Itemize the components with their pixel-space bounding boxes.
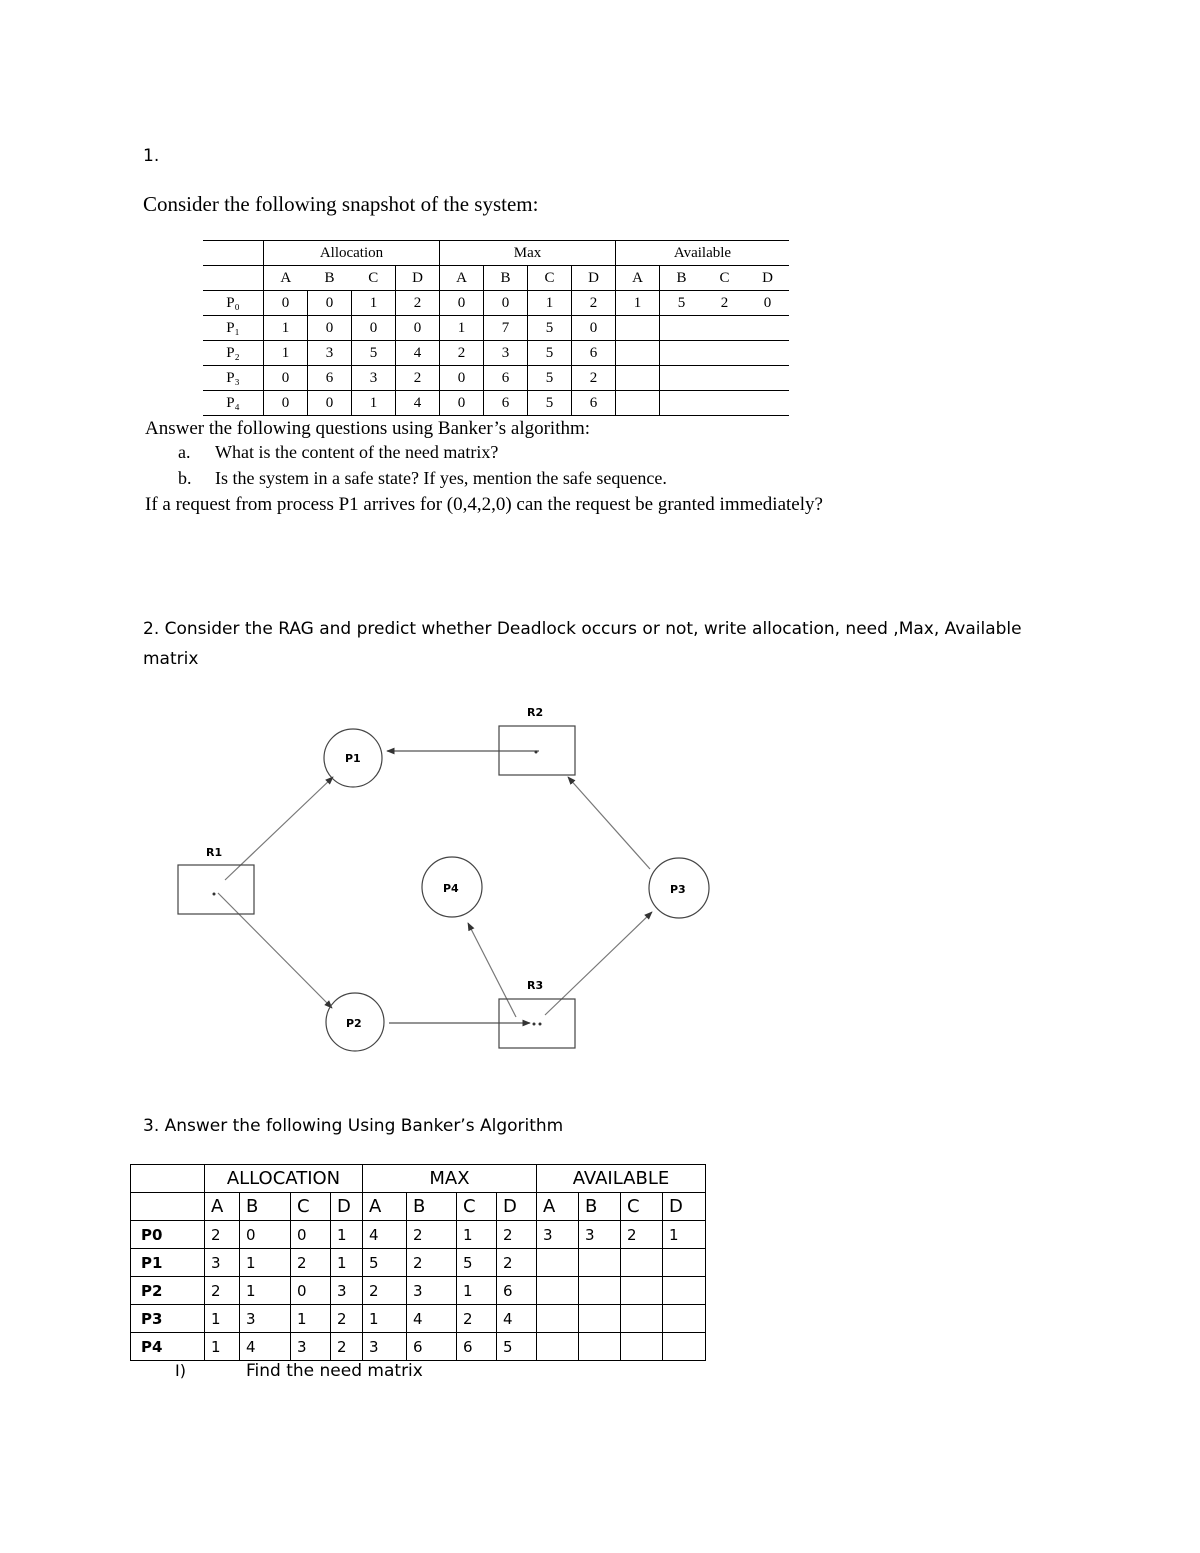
allocation-cell: 0 [308, 291, 352, 316]
allocation-cell: 0 [352, 316, 396, 341]
column-header: D [663, 1193, 706, 1221]
allocation-cell: 3 [352, 366, 396, 391]
process-p4-label: P4 [443, 882, 459, 895]
max-cell: 0 [440, 366, 484, 391]
allocation-cell: 1 [240, 1249, 291, 1277]
max-cell: 6 [572, 341, 616, 366]
max-cell: 3 [484, 341, 528, 366]
max-cell: 0 [572, 316, 616, 341]
bankers-table [130, 1164, 706, 1361]
available-cell [663, 1277, 706, 1305]
allocation-cell: 2 [331, 1333, 363, 1361]
process-cell: P1 [131, 1249, 205, 1277]
allocation-cell: 3 [240, 1305, 291, 1333]
max-cell: 0 [440, 291, 484, 316]
available-cell [663, 1249, 706, 1277]
column-header: D [396, 266, 440, 291]
column-header: B [484, 266, 528, 291]
max-cell: 0 [484, 291, 528, 316]
max-cell: 6 [407, 1333, 457, 1361]
column-header: C [621, 1193, 663, 1221]
max-cell: 2 [407, 1221, 457, 1249]
table-row [131, 1221, 706, 1249]
max-cell: 1 [440, 316, 484, 341]
available-cell: 3 [579, 1221, 621, 1249]
max-header: Max [440, 241, 616, 266]
request-question: If a request from process P1 arrives for (0,4,2,0) can the request be granted immediately? [145, 494, 823, 515]
available-cell: 5 [660, 291, 704, 316]
available-cell [621, 1305, 663, 1333]
available-cell [621, 1249, 663, 1277]
process-cell: P2 [131, 1277, 205, 1305]
max-cell: 5 [528, 316, 572, 341]
resource-r2-instance [535, 751, 538, 754]
sub-question-marker: I) [175, 1361, 186, 1380]
column-header: A [264, 266, 308, 291]
available-cell [621, 1277, 663, 1305]
column-header: C [703, 266, 746, 291]
allocation-header: Allocation [264, 241, 440, 266]
allocation-cell: 3 [308, 341, 352, 366]
allocation-cell: 0 [291, 1277, 331, 1305]
allocation-cell: 2 [205, 1221, 240, 1249]
allocation-cell: 1 [240, 1277, 291, 1305]
allocation-cell: 1 [352, 391, 396, 416]
max-cell: 6 [497, 1277, 537, 1305]
max-cell: 2 [572, 366, 616, 391]
process-cell: P₄ [203, 391, 264, 416]
max-cell: 5 [497, 1333, 537, 1361]
available-cell [579, 1249, 621, 1277]
allocation-cell: 1 [352, 291, 396, 316]
process-p2-label: P2 [346, 1017, 362, 1030]
table-row [131, 1305, 706, 1333]
column-header: D [497, 1193, 537, 1221]
max-header: MAX [363, 1165, 537, 1193]
available-cell [663, 1333, 706, 1361]
edge-r1-p2 [218, 893, 332, 1008]
question-b-marker: b. [178, 468, 192, 488]
corner-cell [131, 1165, 205, 1193]
resource-r3-instance [533, 1023, 536, 1026]
edge-r3-p4 [468, 923, 516, 1017]
allocation-cell: 2 [396, 366, 440, 391]
column-header: D [331, 1193, 363, 1221]
allocation-cell: 4 [396, 341, 440, 366]
sub-question-text: Find the need matrix [246, 1361, 423, 1381]
corner-cell [131, 1193, 205, 1221]
resource-r3-label: R3 [527, 979, 544, 992]
process-cell: P0 [131, 1221, 205, 1249]
resource-r1-box [178, 865, 254, 914]
allocation-cell: 3 [291, 1333, 331, 1361]
column-header: A [205, 1193, 240, 1221]
max-cell: 6 [484, 391, 528, 416]
question-a-marker: a. [178, 442, 191, 462]
process-cell: P3 [131, 1305, 205, 1333]
available-cell: 1 [663, 1221, 706, 1249]
column-header: B [308, 266, 352, 291]
max-cell: 2 [407, 1249, 457, 1277]
column-header: C [457, 1193, 497, 1221]
max-cell: 2 [363, 1277, 407, 1305]
resource-r3-instance [539, 1023, 542, 1026]
process-p1-label: P1 [345, 752, 361, 765]
allocation-cell: 1 [264, 316, 308, 341]
max-cell: 2 [440, 341, 484, 366]
max-cell: 2 [572, 291, 616, 316]
max-cell: 3 [363, 1333, 407, 1361]
column-header: C [291, 1193, 331, 1221]
question-a-text: What is the content of the need matrix? [215, 442, 499, 462]
allocation-cell: 3 [205, 1249, 240, 1277]
allocation-cell: 1 [264, 341, 308, 366]
question-b-text: Is the system in a safe state? If yes, mention the safe sequence. [215, 468, 667, 488]
allocation-cell: 0 [308, 316, 352, 341]
available-cell [663, 1305, 706, 1333]
allocation-cell: 5 [352, 341, 396, 366]
column-header: A [440, 266, 484, 291]
allocation-cell: 0 [264, 391, 308, 416]
max-cell: 5 [528, 391, 572, 416]
max-cell: 6 [572, 391, 616, 416]
max-cell: 5 [528, 366, 572, 391]
available-cell [537, 1249, 579, 1277]
allocation-cell: 2 [331, 1305, 363, 1333]
max-cell: 6 [484, 366, 528, 391]
available-cell [579, 1333, 621, 1361]
column-header: B [240, 1193, 291, 1221]
process-cell: P₂ [203, 341, 264, 366]
max-cell: 2 [457, 1305, 497, 1333]
available-cell: 1 [616, 291, 660, 316]
available-cell [621, 1333, 663, 1361]
table-row [131, 1333, 706, 1361]
answer-prompt: Answer the following questions using Banker’s algorithm: [145, 418, 591, 439]
allocation-cell: 0 [240, 1221, 291, 1249]
max-cell: 5 [457, 1249, 497, 1277]
process-cell: P₁ [203, 316, 264, 341]
column-header: C [528, 266, 572, 291]
allocation-cell: 4 [240, 1333, 291, 1361]
question-1-number: 1. [143, 146, 160, 166]
question-2-text: 2. Consider the RAG and predict whether Deadlock occurs or not, write allocation, need ,Max, Available matrix [143, 619, 1022, 669]
max-cell: 4 [497, 1305, 537, 1333]
allocation-header: ALLOCATION [205, 1165, 363, 1193]
max-cell: 5 [528, 341, 572, 366]
question-3-text: 3. Answer the following Using Banker’s Algorithm [143, 1116, 564, 1136]
available-cell [537, 1333, 579, 1361]
resource-r1-label: R1 [206, 846, 223, 859]
max-cell: 2 [497, 1249, 537, 1277]
table-row [131, 1277, 706, 1305]
max-cell: 1 [528, 291, 572, 316]
available-header: AVAILABLE [537, 1165, 706, 1193]
available-cell [579, 1277, 621, 1305]
allocation-cell: 0 [308, 391, 352, 416]
max-cell: 5 [363, 1249, 407, 1277]
process-cell: P₀ [203, 291, 264, 316]
column-header: A [363, 1193, 407, 1221]
allocation-cell: 0 [291, 1221, 331, 1249]
available-cell [579, 1305, 621, 1333]
available-cell: 2 [703, 291, 746, 316]
question-1-intro: Consider the following snapshot of the system: [143, 192, 539, 216]
resource-r2-label: R2 [527, 706, 544, 719]
max-cell: 4 [407, 1305, 457, 1333]
allocation-cell: 1 [205, 1333, 240, 1361]
column-header: D [746, 266, 789, 291]
column-header: A [616, 266, 660, 291]
column-header: D [572, 266, 616, 291]
process-p3-label: P3 [670, 883, 686, 896]
allocation-cell: 2 [205, 1277, 240, 1305]
max-cell: 3 [407, 1277, 457, 1305]
allocation-cell: 4 [396, 391, 440, 416]
column-header: B [579, 1193, 621, 1221]
allocation-cell: 2 [396, 291, 440, 316]
available-cell: 0 [746, 291, 789, 316]
max-cell: 1 [457, 1277, 497, 1305]
max-cell: 6 [457, 1333, 497, 1361]
allocation-cell: 1 [331, 1221, 363, 1249]
allocation-cell: 0 [264, 291, 308, 316]
process-cell: P4 [131, 1333, 205, 1361]
allocation-cell: 2 [291, 1249, 331, 1277]
table-row [131, 1249, 706, 1277]
edge-p3-r2 [568, 777, 650, 869]
column-header: B [660, 266, 704, 291]
max-cell: 7 [484, 316, 528, 341]
allocation-cell: 0 [396, 316, 440, 341]
allocation-cell: 0 [264, 366, 308, 391]
available-cell [537, 1277, 579, 1305]
process-cell: P₃ [203, 366, 264, 391]
allocation-cell: 1 [331, 1249, 363, 1277]
allocation-cell: 1 [205, 1305, 240, 1333]
max-cell: 4 [363, 1221, 407, 1249]
available-cell: 2 [621, 1221, 663, 1249]
allocation-cell: 3 [331, 1277, 363, 1305]
max-cell: 1 [457, 1221, 497, 1249]
max-cell: 2 [497, 1221, 537, 1249]
resource-r1-instance [213, 893, 216, 896]
column-header: C [352, 266, 396, 291]
column-header: A [537, 1193, 579, 1221]
available-cell: 3 [537, 1221, 579, 1249]
allocation-cell: 6 [308, 366, 352, 391]
max-cell: 0 [440, 391, 484, 416]
available-header: Available [616, 241, 790, 266]
max-cell: 1 [363, 1305, 407, 1333]
allocation-cell: 1 [291, 1305, 331, 1333]
available-cell [537, 1305, 579, 1333]
column-header: B [407, 1193, 457, 1221]
